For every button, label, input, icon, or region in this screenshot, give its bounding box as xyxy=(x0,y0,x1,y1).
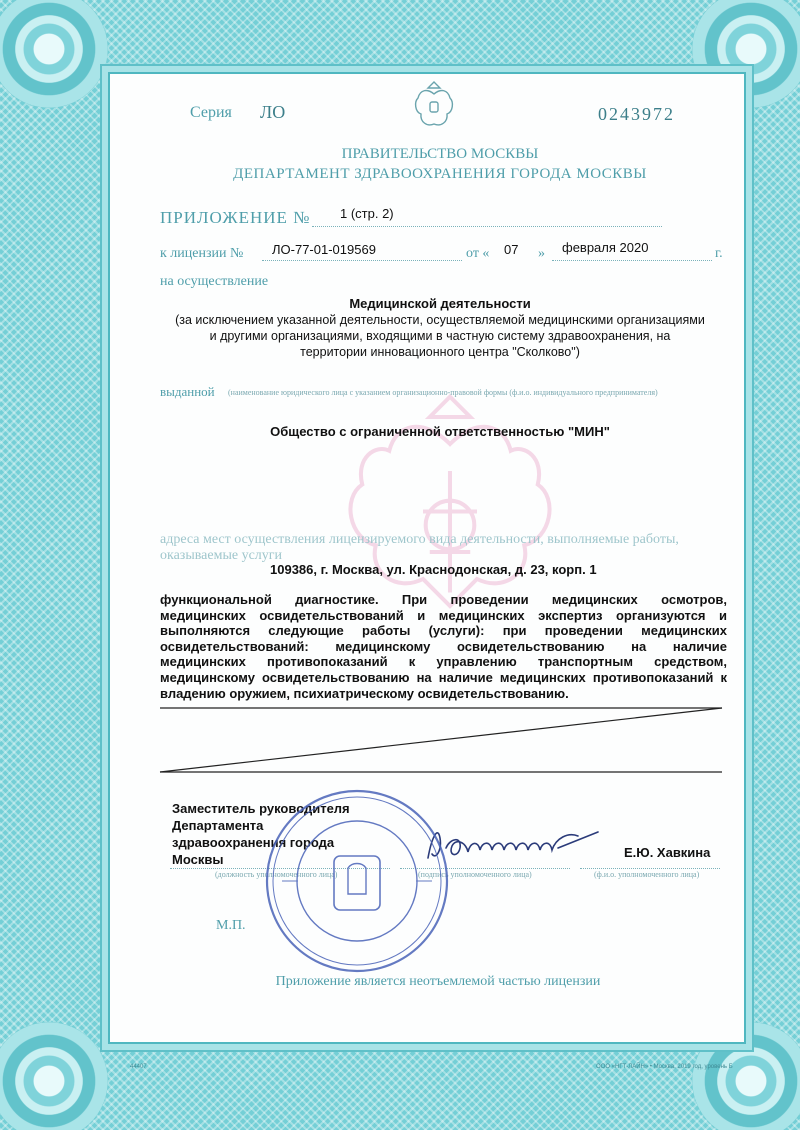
hint-signature: (подпись уполномоченного лица) xyxy=(418,870,532,879)
address-label xyxy=(160,532,679,564)
organization-name: Общество с ограниченной ответственностью "МИН" xyxy=(270,424,610,439)
print-code: 44407 xyxy=(130,1064,147,1070)
department-title: ДЕПАРТАМЕНТ ЗДРАВООХРАНЕНИЯ ГОРОДА МОСКВЫ xyxy=(233,166,647,182)
footer-note: Приложение является неотъемлемой частью лицензии xyxy=(275,974,601,989)
underline xyxy=(262,260,462,261)
position-line: Москвы xyxy=(172,852,224,867)
works-line: выполняются следующие работы (услуги): при проведении медицинских xyxy=(160,623,727,639)
address-value: 109386, г. Москва, ул. Краснодонская, д. 23, корп. 1 xyxy=(270,562,597,577)
year-suffix: г. xyxy=(715,246,723,261)
eagle-emblem-icon xyxy=(412,80,456,132)
activity-label: на осуществление xyxy=(160,274,269,289)
license-number: ЛО-77-01-019569 xyxy=(272,242,376,257)
address-label-line: оказываемые услуги xyxy=(160,548,283,563)
works-line: владению оружием, психиатрическому освидетельствованию. xyxy=(160,685,569,701)
hint-name: (ф.и.о. уполномоченного лица) xyxy=(594,870,700,879)
signatory-name: Е.Ю. Хавкина xyxy=(624,845,711,860)
appendix-value: 1 (стр. 2) xyxy=(340,206,394,221)
works-text xyxy=(160,592,727,701)
official-stamp-icon xyxy=(262,786,452,976)
position-line: здравоохранения города xyxy=(172,835,335,850)
series-value: ЛО xyxy=(260,102,286,122)
license-label: к лицензии № xyxy=(160,246,244,261)
underline xyxy=(312,226,662,227)
activity-line: и другими организациями, входящими в частную систему здравоохранения, на xyxy=(209,329,671,343)
activity-line: (за исключением указанной деятельности, осуществляемой медицинскими организациями xyxy=(175,313,705,327)
series-label: Серия xyxy=(190,104,232,121)
license-month-year: февраля 2020 xyxy=(562,240,649,255)
date-from-label: от « xyxy=(466,246,490,261)
license-day: 07 xyxy=(504,242,519,257)
works-line: функциональной диагностике. При проведении медицинских осмотров, xyxy=(160,592,727,607)
works-line: освидетельствований: медицинскому освидетельствованию на наличие xyxy=(160,638,727,654)
underline xyxy=(552,260,712,261)
position-line: Заместитель руководителя xyxy=(172,801,350,816)
address-label-line: адреса мест осуществления лицензируемого вида деятельности, выполняемые работы, xyxy=(160,532,679,547)
activity-description xyxy=(150,312,730,360)
corner-rosette xyxy=(0,0,108,108)
date-close-quote: » xyxy=(538,246,545,261)
issued-label: выданной xyxy=(160,384,215,399)
printer-info: ООО «НГТ-ЛАЙН» • Москва, 2019 год, уровень Б xyxy=(596,1064,733,1070)
appendix-label: ПРИЛОЖЕНИЕ № xyxy=(160,208,311,227)
government-title: ПРАВИТЕЛЬСТВО МОСКВЫ xyxy=(341,146,539,162)
position-line: Департамента xyxy=(172,818,264,833)
works-line: медицинских освидетельствований и медицинских экспертиз организуются и xyxy=(160,607,727,623)
works-line: медицинских противопоказаний к управлению транспортным средством, xyxy=(160,654,727,670)
hint-position: (должность уполномоченного лица) xyxy=(215,870,338,879)
activity-title: Медицинской деятельности xyxy=(349,296,531,311)
corner-rosette xyxy=(0,1022,108,1130)
works-line: медицинскому освидетельствованию на наличие медицинских противопоказаний к xyxy=(160,669,727,685)
issued-hint: (наименование юридического лица с указанием организационно-правовой формы (ф.и.о. индивидуального предпринимателя) xyxy=(228,388,658,397)
activity-line: территории инновационного центра "Сколково") xyxy=(300,345,580,359)
form-number: 0243972 xyxy=(598,104,675,124)
stamp-label: М.П. xyxy=(216,918,246,933)
